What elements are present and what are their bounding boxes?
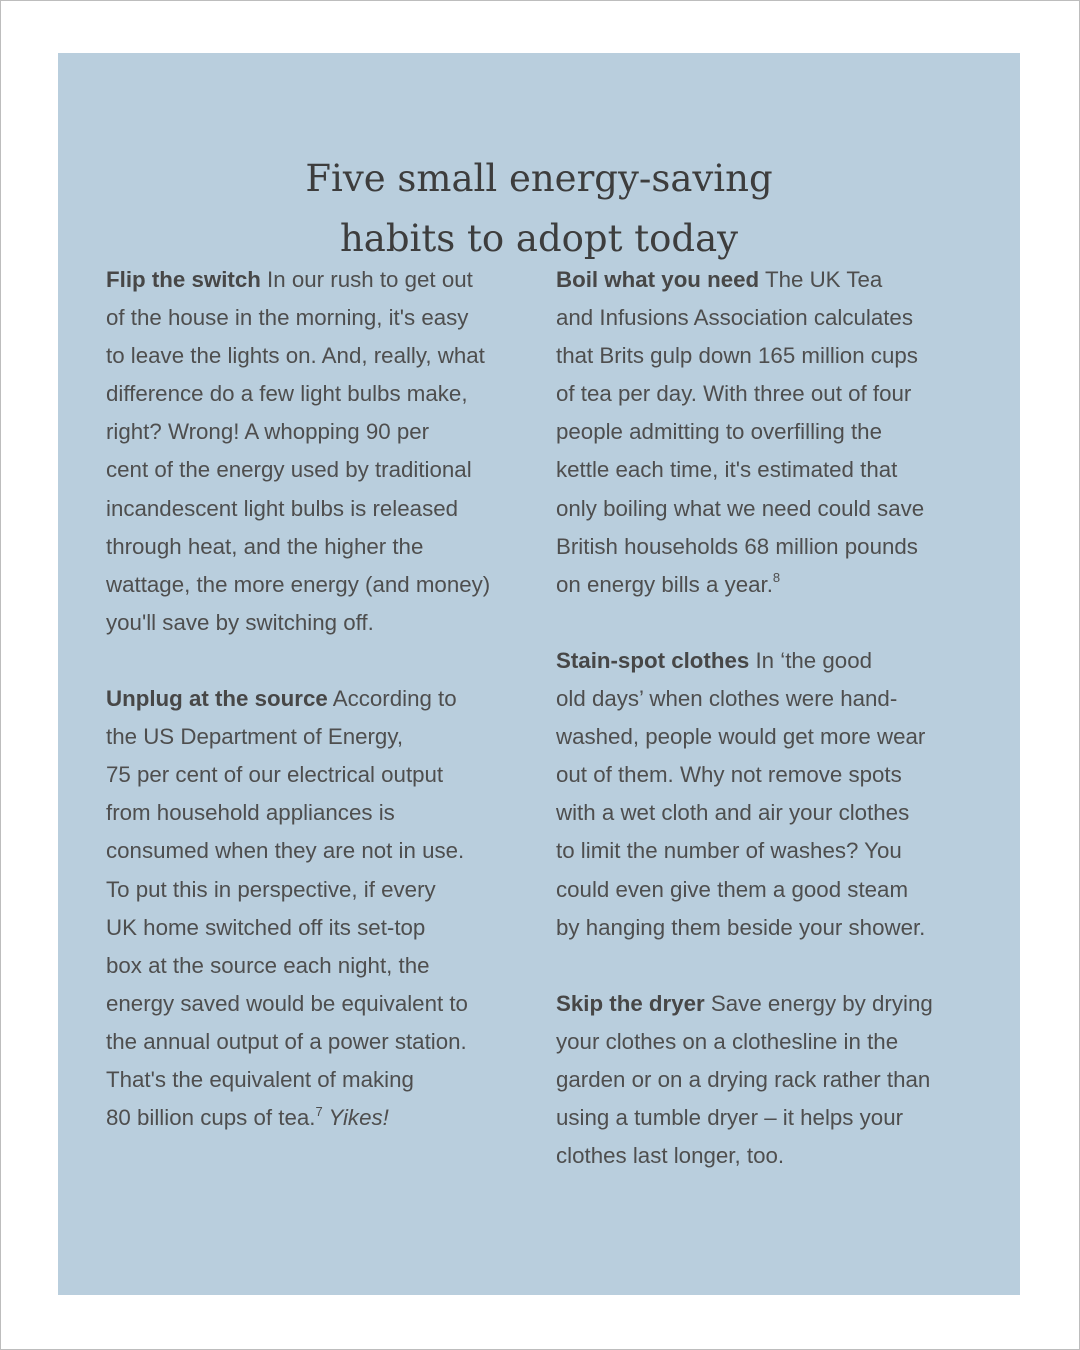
tip-text-line: from household appliances is bbox=[106, 800, 395, 826]
tip-last-line bbox=[106, 1099, 536, 1137]
tip-text-line: right? Wrong! A whopping 90 per bbox=[106, 419, 430, 445]
article-card bbox=[58, 53, 1020, 1295]
tip-text: In our rush to get out bbox=[260, 267, 473, 292]
tip-heading: Flip the switch bbox=[106, 267, 261, 292]
tip-first-line bbox=[106, 261, 536, 299]
tip-text-line: people admitting to overfilling the bbox=[556, 419, 882, 445]
tip-text-line: 75 per cent of our electrical output bbox=[106, 762, 444, 788]
tip-text-line: could even give them a good steam bbox=[556, 876, 909, 902]
tip-flip-the-switch bbox=[106, 261, 536, 642]
tip-heading: Unplug at the source bbox=[106, 686, 328, 712]
tip-text-line: British households 68 million pounds bbox=[556, 533, 918, 559]
tip-text-line: by hanging them beside your shower. bbox=[556, 914, 926, 940]
tip-text-line: clothes last longer, too. bbox=[556, 1143, 785, 1169]
tip-first-line bbox=[556, 261, 986, 299]
tip-heading: Skip the dryer bbox=[556, 990, 705, 1016]
tip-text: 80 billion cups of tea. bbox=[106, 1105, 316, 1131]
tip-text-line: of the house in the morning, it's easy bbox=[106, 305, 469, 331]
tip-text-line: To put this in perspective, if every bbox=[106, 876, 436, 902]
tip-boil-what-you-need bbox=[556, 261, 986, 604]
tip-text-line: garden or on a drying rack rather than bbox=[556, 1066, 931, 1092]
tip-exclamation: Yikes! bbox=[322, 1105, 389, 1131]
tip-text-line: your clothes on a clothesline in the bbox=[556, 1028, 899, 1054]
tip-text-line: energy saved would be equivalent to bbox=[106, 990, 468, 1016]
tip-text-line: wattage, the more energy (and money) bbox=[106, 571, 491, 597]
footnote-marker: 7 bbox=[315, 1103, 323, 1119]
title-line-1: Five small energy-saving bbox=[305, 157, 773, 200]
tip-text: The UK Tea bbox=[759, 267, 883, 292]
left-column bbox=[106, 261, 536, 1137]
tip-text-line: of tea per day. With three out of four bbox=[556, 381, 912, 407]
tip-text-line: incandescent light bulbs is released bbox=[106, 495, 459, 521]
tip-text-line: through heat, and the higher the bbox=[106, 533, 424, 559]
tip-text-line: washed, people would get more wear bbox=[556, 724, 926, 750]
tip-text-line: that Brits gulp down 165 million cups bbox=[556, 343, 918, 369]
tip-text-line: using a tumble dryer – it helps your bbox=[556, 1105, 904, 1131]
tip-text-line: consumed when they are not in use. bbox=[106, 838, 465, 864]
paragraph-spacer bbox=[556, 604, 986, 642]
tip-text-line: the US Department of Energy, bbox=[106, 724, 404, 750]
tip-text-line: out of them. Why not remove spots bbox=[556, 762, 902, 788]
footnote-marker: 8 bbox=[772, 570, 781, 586]
tip-text-line: only boiling what we need could save bbox=[556, 495, 925, 521]
paragraph-spacer bbox=[106, 642, 536, 680]
tip-text: According to bbox=[327, 686, 457, 712]
tip-text: on energy bills a year. bbox=[556, 571, 773, 597]
tip-heading: Boil what you need bbox=[556, 267, 760, 292]
tip-text-line: to leave the lights on. And, really, what bbox=[106, 343, 485, 369]
tip-text-line: cent of the energy used by traditional bbox=[106, 457, 472, 483]
tip-text: Save energy by drying bbox=[704, 990, 933, 1016]
tip-skip-the-dryer bbox=[556, 985, 986, 1175]
tip-text-line: That's the equivalent of making bbox=[106, 1066, 414, 1092]
tip-heading: Stain-spot clothes bbox=[556, 647, 750, 673]
tip-first-line bbox=[106, 680, 536, 718]
tip-stain-spot-clothes bbox=[556, 642, 986, 947]
tip-last-line bbox=[556, 566, 986, 604]
title-line-2: habits to adopt today bbox=[339, 217, 739, 260]
right-column bbox=[556, 261, 986, 1175]
tip-text-line: with a wet cloth and air your clothes bbox=[556, 800, 910, 826]
tip-text-line: and Infusions Association calculates bbox=[556, 305, 913, 331]
tip-text-line: you'll save by switching off. bbox=[106, 609, 374, 635]
tip-text-line: UK home switched off its set-top bbox=[106, 914, 426, 940]
tip-text: In ‘the good bbox=[749, 647, 872, 673]
tip-text-line: kettle each time, it's estimated that bbox=[556, 457, 898, 483]
tip-text-line: difference do a few light bulbs make, bbox=[106, 381, 468, 407]
tip-text-line: to limit the number of washes? You bbox=[556, 838, 902, 864]
tip-first-line bbox=[556, 642, 986, 680]
paragraph-spacer bbox=[556, 947, 986, 985]
tip-text-line: the annual output of a power station. bbox=[106, 1028, 467, 1054]
tip-text-line: old days’ when clothes were hand- bbox=[556, 686, 898, 712]
tip-unplug-at-the-source bbox=[106, 680, 536, 1137]
tip-text-line: box at the source each night, the bbox=[106, 952, 430, 978]
page-title bbox=[58, 149, 1020, 269]
tip-first-line bbox=[556, 985, 986, 1023]
